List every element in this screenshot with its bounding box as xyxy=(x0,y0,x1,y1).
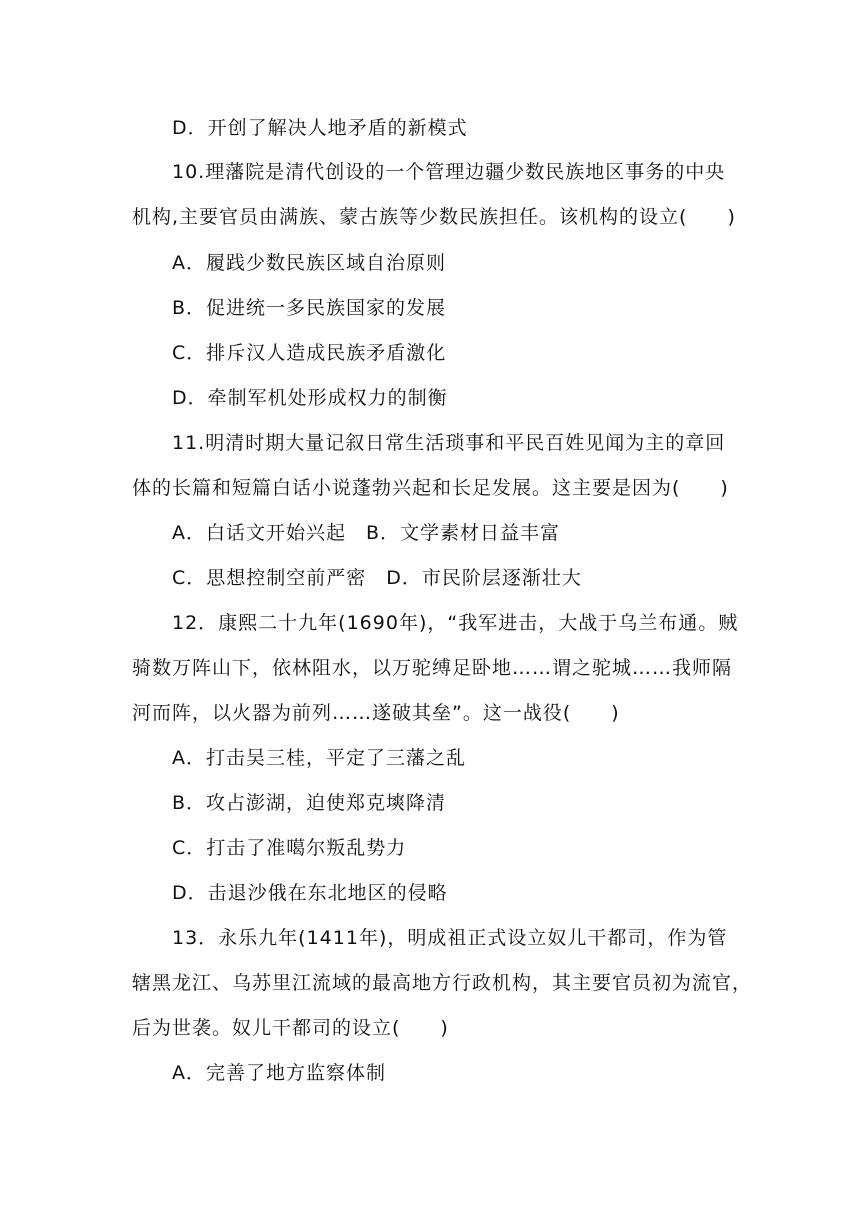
question-13-stem: 13．永乐九年(1411年)，明成祖正式设立奴儿干都司，作为管 xyxy=(172,927,728,949)
question-10-stem: 10.理藩院是清代创设的一个管理边疆少数民族地区事务的中央 xyxy=(172,161,726,183)
option-b-q10: B．促进统一多民族国家的发展 xyxy=(172,297,447,319)
options-cd-q11: C．思想控制空前严密 D．市民阶层逐渐壮大 xyxy=(172,567,582,589)
question-11-stem-cont: 体的长篇和短篇白话小说蓬勃兴起和长足发展。这主要是因为( ) xyxy=(132,477,729,499)
question-12-stem-cont2: 河而阵，以火器为前列……遂破其垒”。这一战役( ) xyxy=(132,702,620,724)
option-a-q12: A．打击吴三桂，平定了三藩之乱 xyxy=(172,747,466,769)
option-d-q10: D．牵制军机处形成权力的制衡 xyxy=(172,387,448,409)
question-12-stem: 12．康熙二十九年(1690年)，“我军进击，大战于乌兰布通。贼 xyxy=(172,612,739,634)
option-a-q13: A．完善了地方监察体制 xyxy=(172,1062,386,1084)
options-ab-q11: A．白话文开始兴起 B．文学素材日益丰富 xyxy=(172,522,561,544)
option-b-q12: B．攻占澎湖，迫使郑克塽降清 xyxy=(172,792,447,814)
option-d-q12: D．击退沙俄在东北地区的侵略 xyxy=(172,882,448,904)
question-13-stem-cont2: 后为世袭。奴儿干都司的设立( ) xyxy=(132,1017,449,1039)
option-c-q10: C．排斥汉人造成民族矛盾激化 xyxy=(172,342,447,364)
option-d-q9: D．开创了解决人地矛盾的新模式 xyxy=(172,117,468,139)
question-11-stem: 11.明清时期大量记叙日常生活琐事和平民百姓见闻为主的章回 xyxy=(172,432,726,454)
option-c-q12: C．打击了准噶尔叛乱势力 xyxy=(172,837,407,859)
question-12-stem-cont: 骑数万阵山下，依林阻水，以万驼缚足卧地……谓之驼城……我师隔 xyxy=(132,657,733,679)
question-13-stem-cont: 辖黑龙江、乌苏里江流域的最高地方行政机构，其主要官员初为流官， xyxy=(132,972,753,994)
option-a-q10: A．履践少数民族区域自治原则 xyxy=(172,252,446,274)
question-10-stem-cont: 机构,主要官员由满族、蒙古族等少数民族担任。该机构的设立( ) xyxy=(132,206,736,228)
